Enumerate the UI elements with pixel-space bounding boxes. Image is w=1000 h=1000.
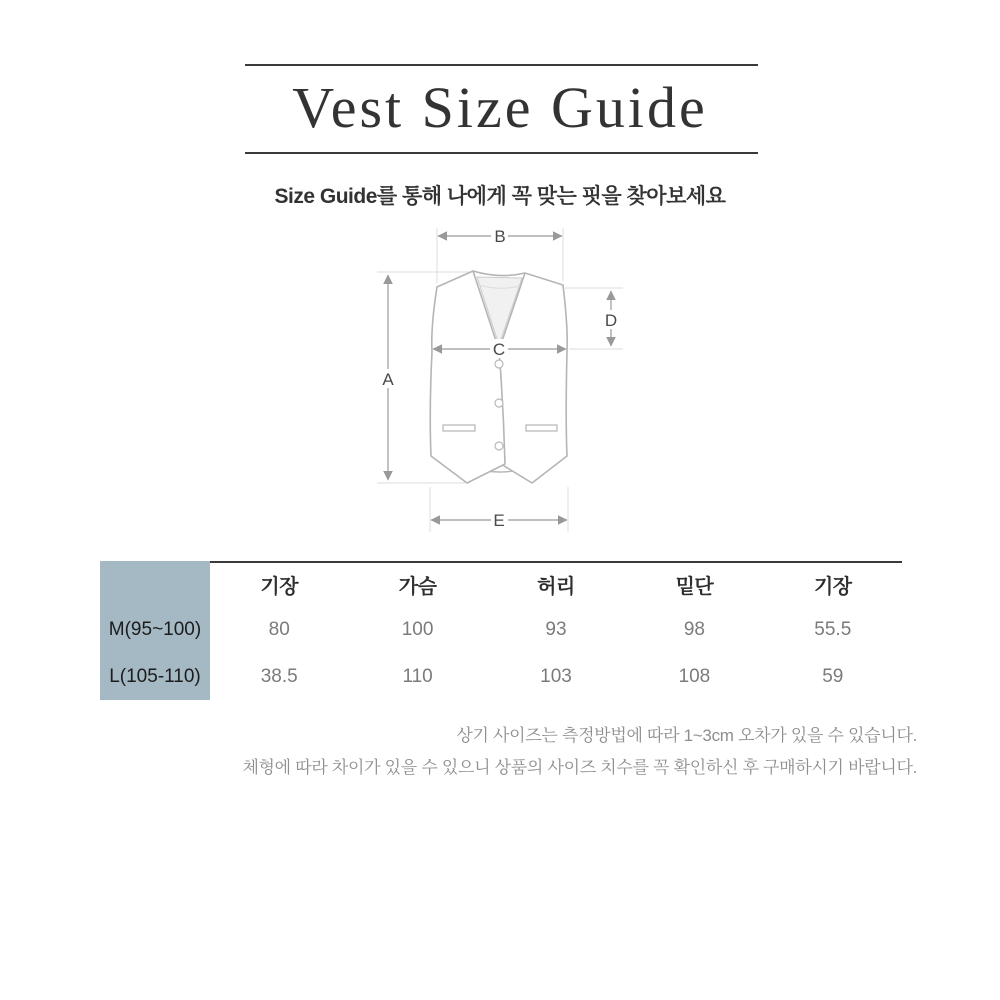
button xyxy=(495,399,503,407)
size-value: 80 xyxy=(268,618,290,640)
size-value: 98 xyxy=(683,618,705,640)
measure-label-d: D xyxy=(604,311,618,330)
size-value: 93 xyxy=(545,618,567,640)
title-rule-bottom xyxy=(245,152,758,154)
measure-label-a: A xyxy=(382,370,394,389)
measure-label-c: C xyxy=(492,340,506,359)
page-subtitle: Size Guide를 통해 나에게 꼭 맞는 핏을 찾아보세요 xyxy=(274,185,726,208)
left-pocket xyxy=(443,425,475,431)
disclaimer-line-1: 상기 사이즈는 측정방법에 따라 1~3cm 오차가 있을 수 있습니다. xyxy=(456,726,917,745)
column-header: 기장 xyxy=(764,561,902,606)
row-label-m: M(95~100) xyxy=(100,606,210,653)
vest-measurement-diagram xyxy=(360,212,640,557)
measure-label-b: B xyxy=(494,227,506,246)
size-value: 108 xyxy=(678,665,711,687)
size-value: 110 xyxy=(402,665,433,687)
size-value: 55.5 xyxy=(814,618,852,640)
size-value: 100 xyxy=(401,618,434,640)
column-header: 허리 xyxy=(487,561,625,606)
table-corner-cell xyxy=(100,561,210,606)
size-table xyxy=(100,561,902,700)
measure-label-e: E xyxy=(493,511,505,530)
title-rule-top xyxy=(245,64,758,66)
size-value: 103 xyxy=(540,665,572,687)
size-value: 38.5 xyxy=(260,665,298,687)
column-header: 밑단 xyxy=(625,561,763,606)
vest-outline-drawing xyxy=(430,271,567,483)
page-title: Vest Size Guide xyxy=(292,75,708,140)
right-pocket xyxy=(526,425,557,431)
disclaimer-notes xyxy=(57,720,917,784)
size-value: 59 xyxy=(822,665,844,687)
row-label-l: L(105-110) xyxy=(100,653,210,700)
column-header: 가슴 xyxy=(348,561,486,606)
disclaimer-line-2: 체형에 따라 차이가 있을 수 있으니 상품의 사이즈 치수를 꼭 확인하신 후 구매하시기 바랍니다. xyxy=(242,758,917,777)
button xyxy=(495,360,503,368)
column-header: 기장 xyxy=(210,561,348,606)
button xyxy=(495,442,503,450)
